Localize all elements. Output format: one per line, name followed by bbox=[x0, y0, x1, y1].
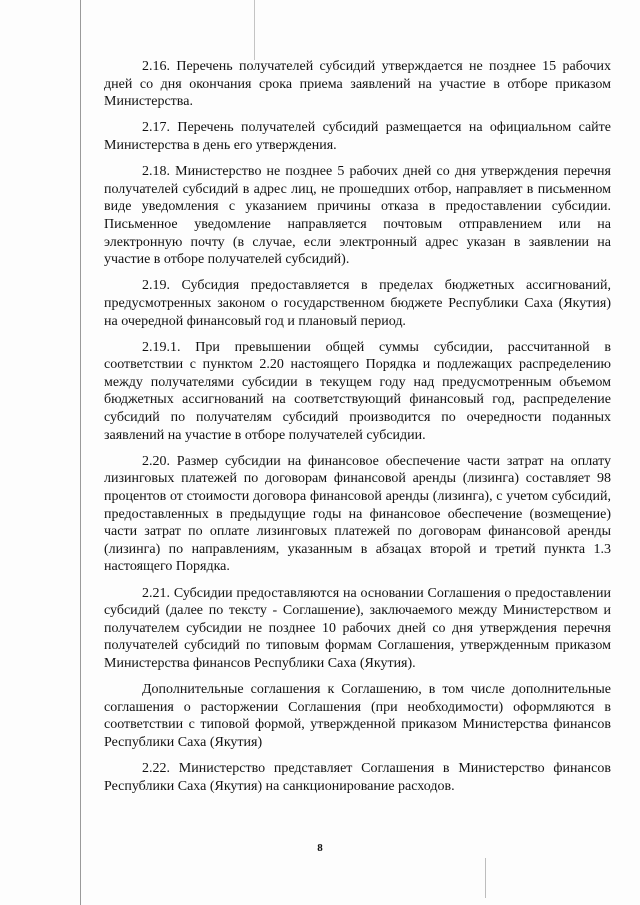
paragraph-2-20: 2.20. Размер субсидии на финансовое обеспечение части затрат на оплату лизинговых платежей по договорам финансовой аренды (лизинга) составляет 98 процентов от стоимости договора финансовой аренды (лизинга), с учетом субсидий, предоставленных в предыдущие годы на финансовое обеспечение (возмещение) части затрат по оплате лизинговых платежей по договорам финансовой аренды (лизинга) по направлениям, указанным в абзацах второй и третий пункта 1.3 настоящего Порядка. bbox=[104, 453, 611, 575]
paragraph-2-16: 2.16. Перечень получателей субсидий утверждается не позднее 15 рабочих дней со дня окончания срока приема заявлений на участие в отборе приказом Министерства. bbox=[104, 59, 611, 110]
paragraph-2-19-1: 2.19.1. При превышении общей суммы субсидии, рассчитанной в соответствии с пунктом 2.20 настоящего Порядка и подлежащих распределению между получателями субсидии в текущем году над предусмотренным объемом бюджетных ассигнований на соответствующий финансовый год, распределение субсидий по получателям субсидий производится по очередности поданных заявлений на участие в отборе получателей субсидии. bbox=[104, 339, 611, 443]
paragraph-2-22: 2.22. Министерство представляет Соглашения в Министерство финансов Республики Саха (Якутия) на санкционирование расходов. bbox=[104, 761, 611, 794]
paragraph-2-21: 2.21. Субсидии предоставляются на основании Соглашения о предоставлении субсидий (далее по тексту - Соглашение), заключаемого между Министерством и получателем субсидии не позднее 10 рабочих дней со дня утверждения перечня получателей субсидий по типовым формам Соглашения, утвержденным приказом Министерства финансов Республики Саха (Якутия). bbox=[104, 585, 611, 671]
scan-artifact-line bbox=[254, 0, 255, 60]
scan-fold-line bbox=[80, 0, 81, 905]
document-body bbox=[104, 58, 611, 804]
paragraph-2-17: 2.17. Перечень получателей субсидий размещается на официальном сайте Министерства в день его утверждения. bbox=[104, 120, 611, 153]
paragraph-additional-agreements: Дополнительные соглашения к Соглашению, в том числе дополнительные соглашения о расторжении Соглашения (при необходимости) оформляются в соответствии с типовой формой, утвержденной приказом Министерства финансов Республики Саха (Якутия) bbox=[104, 682, 611, 750]
page-number: 8 bbox=[317, 842, 323, 854]
paragraph-2-19: 2.19. Субсидия предоставляется в пределах бюджетных ассигнований, предусмотренных законом о государственном бюджете Республики Саха (Якутия) на очередной финансовый год и плановый период. bbox=[104, 278, 611, 329]
scan-artifact-line-bottom bbox=[485, 858, 486, 898]
paragraph-2-18: 2.18. Министерство не позднее 5 рабочих дней со дня утверждения перечня получателей субсидий в адрес лиц, не прошедших отбор, направляет в письменном виде уведомления с указанием причины отказа в предоставлении субсидии. Письменное уведомление направляется почтовым отправлением или на электронную почту (в случае, если электронный адрес указан в заявлении на участие в отборе получателей субсидий). bbox=[104, 164, 611, 268]
